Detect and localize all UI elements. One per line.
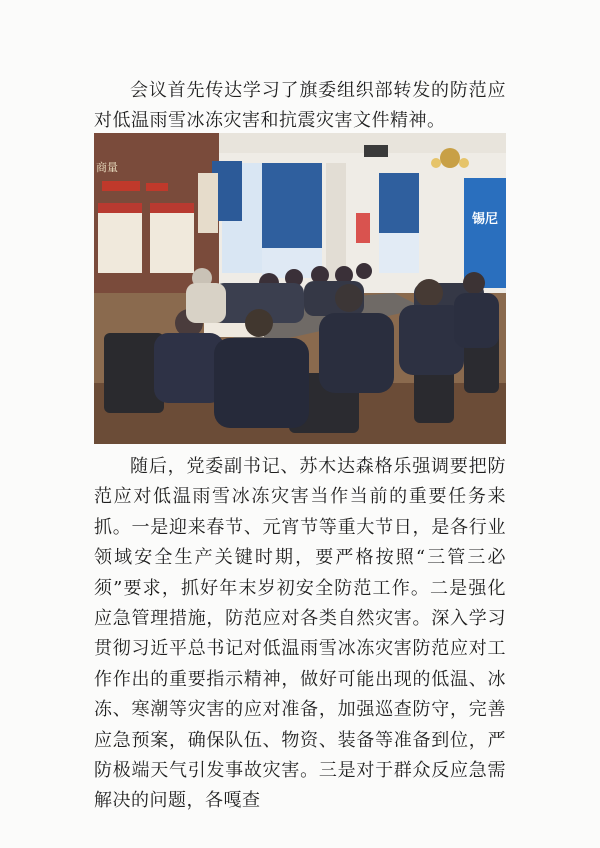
paragraph-1: 会议首先传达学习了旗委组织部转发的防范应对低温雨雪冰冻灾害和抗震灾害文件精神。 xyxy=(94,80,506,131)
wall-sign-text: 商量 xyxy=(96,161,118,174)
meeting-photo xyxy=(94,133,506,444)
paragraph-2: 随后，党委副书记、苏木达森格乐强调要把防范应对低温雨雪冰冻灾害当作当前的重要任务来抓。一是迎来春节、元宵节等重大节日，是各行业领域安全生产关键时期，要严格按照“三管三必须”要求，抓好年末岁初安全防范工作。二是强化应急管理措施，防范应对各类自然灾害。深入学习贯彻习近平总书记对低温雨雪冰冻灾害防范应对工作作出的重要指示精神，做好可能出现的低温、冰冻、寒潮等灾害的应对准备，加强巡查防守，完善应急预案，确保队伍、物资、装备等准备到位，严防极端天气引发事故灾害。三是对于群众反应急需解决的问题，各嘎查 xyxy=(94,456,506,812)
banner-text: 锡尼 xyxy=(472,212,499,227)
